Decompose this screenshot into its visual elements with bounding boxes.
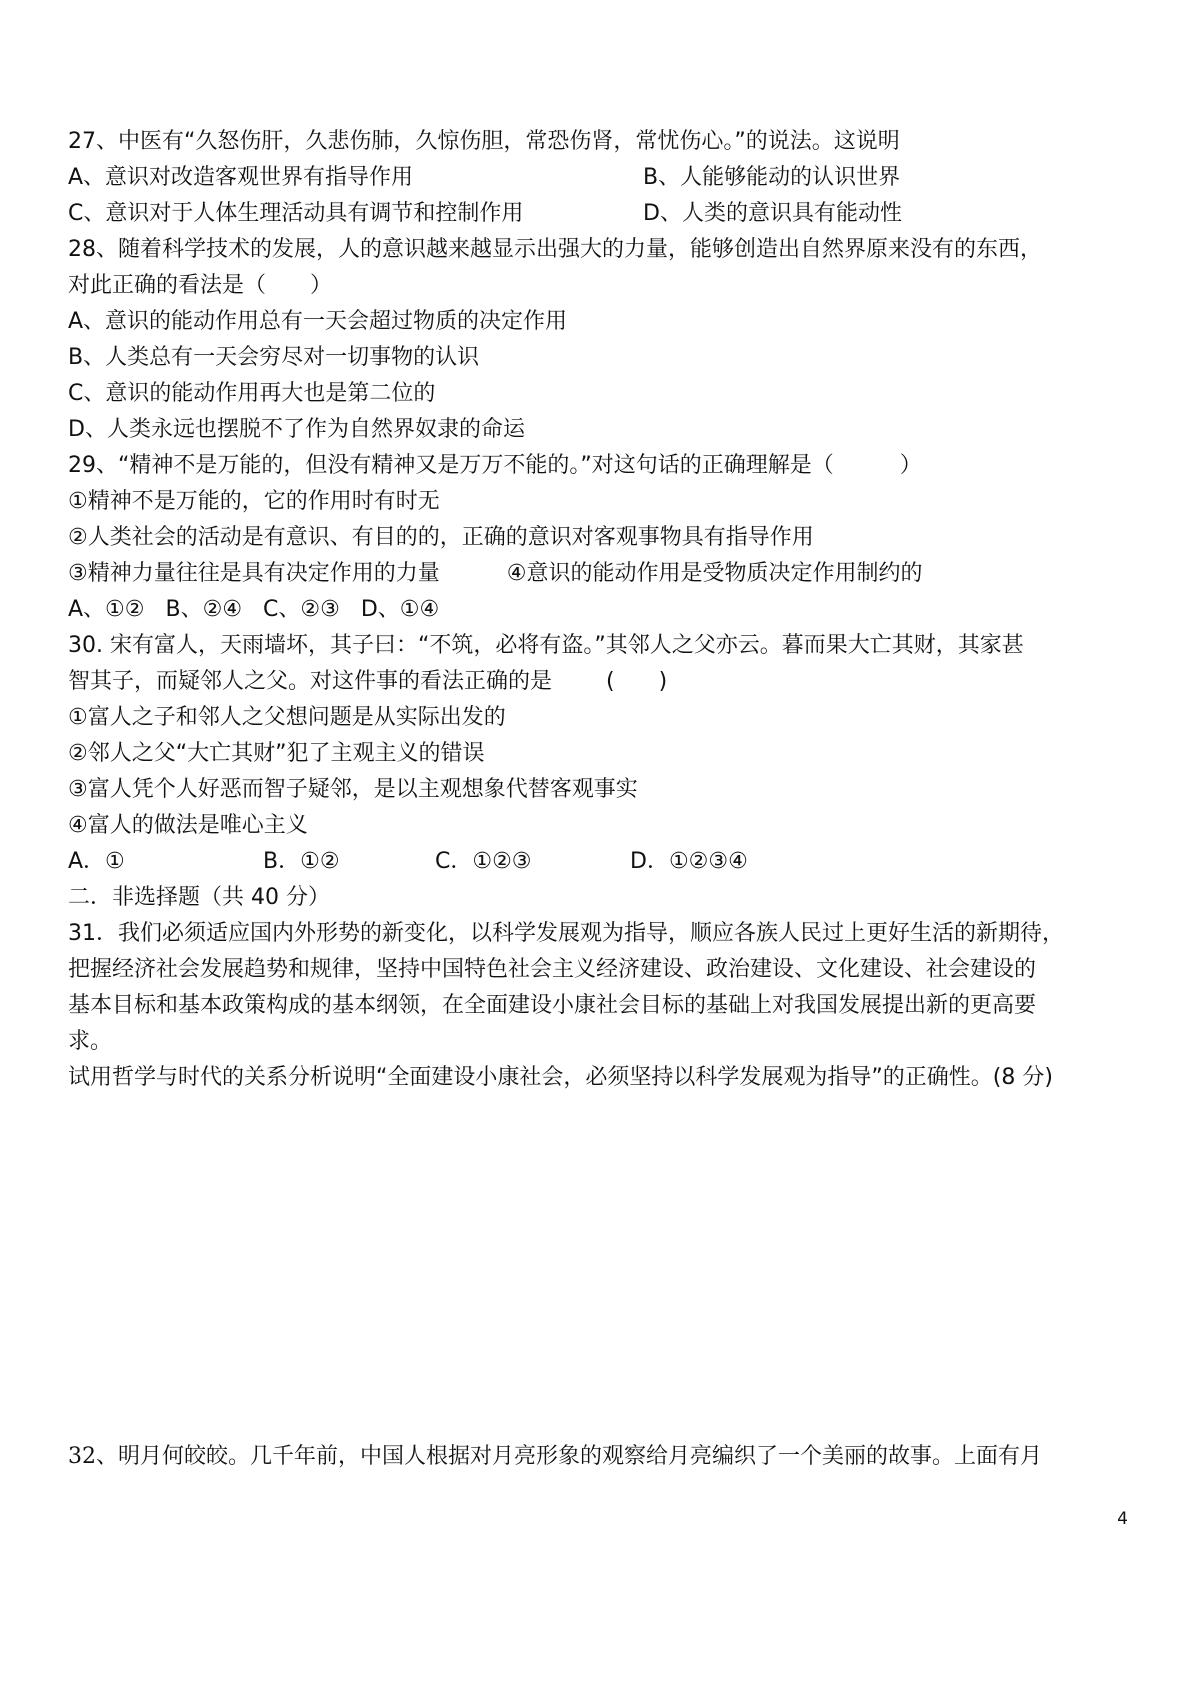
q28-option-a: A、意识的能动作用总有一天会超过物质的决定作用 [68,309,568,334]
q30-stem-line2: 智其子，而疑邻人之父。对这件事的看法正确的是 [68,669,553,694]
q29-choice-d: D、①④ [360,597,440,622]
q29-item-4: ④意识的能动作用是受物质决定作用制约的 [506,561,923,586]
q30-choices [68,844,1142,880]
q29-item-3: ③精神力量往往是具有决定作用的力量 [68,561,440,586]
q29-item-1: ①精神不是万能的，它的作用时有时无 [68,489,440,514]
q29-item-2: ②人类社会的活动是有意识、有目的的，正确的意识对客观事物具有指导作用 [68,525,814,550]
q29-choice-b: B、②④ [165,597,243,622]
q29-choice-a: A、①② [68,597,145,622]
q30-choice-d: D．①②③④ [630,849,748,874]
q27-option-c: C、意识对于人体生理活动具有调节和控制作用 [68,201,524,226]
q29-choice-c: C、②③ [263,597,340,622]
q28-stem-line2: 对此正确的看法是（ ） [68,273,333,298]
q28-option-b: B、人类总有一天会穷尽对一切事物的认识 [68,345,480,370]
q30-choice-a: A．① [68,849,125,874]
q27-option-b: B、人能够能动的认识世界 [643,165,901,190]
q28-stem-line1: 28、随着科学技术的发展，人的意识越来越显示出强大的力量，能够创造出自然界原来没有的东西， [68,237,1042,262]
q31-line1: 31．我们必须适应国内外形势的新变化，以科学发展观为指导，顺应各族人民过上更好生活的新期待， [68,921,1064,946]
q27-stem: 27、中医有“久怒伤肝，久悲伤肺，久惊伤胆，常恐伤肾，常忧伤心。”的说法。这说明 [68,129,900,154]
q30-choice-c: C．①②③ [435,849,532,874]
q30-answer-paren: ( ) [606,669,668,694]
q30-item-3: ③富人凭个人好恶而智子疑邻，是以主观想象代替客观事实 [68,777,638,802]
question-content [68,124,1142,1096]
section-heading: 二．非选择题（共 40 分） [68,885,330,910]
q27-option-a: A、意识对改造客观世界有指导作用 [68,165,414,190]
q27-options-row1 [68,160,1142,196]
q31-line2: 把握经济社会发展趋势和规律，坚持中国特色社会主义经济建设、政治建设、文化建设、社会建设的 [68,957,1037,982]
q31-line3: 基本目标和基本政策构成的基本纲领，在全面建设小康社会目标的基础上对我国发展提出新的更高要 [68,993,1037,1018]
q32-line1: 32、明月何皎皎。几千年前，中国人根据对月亮形象的观察给月亮编织了一个美丽的故事。上面有月 [68,1444,1042,1469]
q27-option-d: D、人类的意识具有能动性 [643,201,902,226]
q30-item-1: ①富人之子和邻人之父想问题是从实际出发的 [68,705,506,730]
q30-item-4: ④富人的做法是唯心主义 [68,813,308,838]
page-number: 4 [1117,1509,1128,1529]
q29-stem: 29、“精神不是万能的，但没有精神又是万万不能的。”对这句话的正确理解是（ ） [68,453,922,478]
q30-stem-line2-row [68,664,1142,700]
q29-choices [68,592,1142,628]
q28-option-c: C、意识的能动作用再大也是第二位的 [68,381,436,406]
q29-items-3-4 [68,556,1142,592]
q30-stem-line1: 30. 宋有富人，天雨墙坏，其子曰：“不筑，必将有盗。”其邻人之父亦云。暮而果大亡其财，其家甚 [68,633,1024,658]
q28-option-d: D、人类永远也摆脱不了作为自然界奴隶的命运 [68,417,525,442]
q31-line4: 求。 [68,1029,113,1054]
q30-choice-b: B．①② [263,849,340,874]
q31-prompt: 试用哲学与时代的关系分析说明“全面建设小康社会，必须坚持以科学发展观为指导”的正确性。(8 分) [68,1065,1053,1090]
q27-options-row2 [68,196,1142,232]
q30-item-2: ②邻人之父“大亡其财”犯了主观主义的错误 [68,741,485,766]
